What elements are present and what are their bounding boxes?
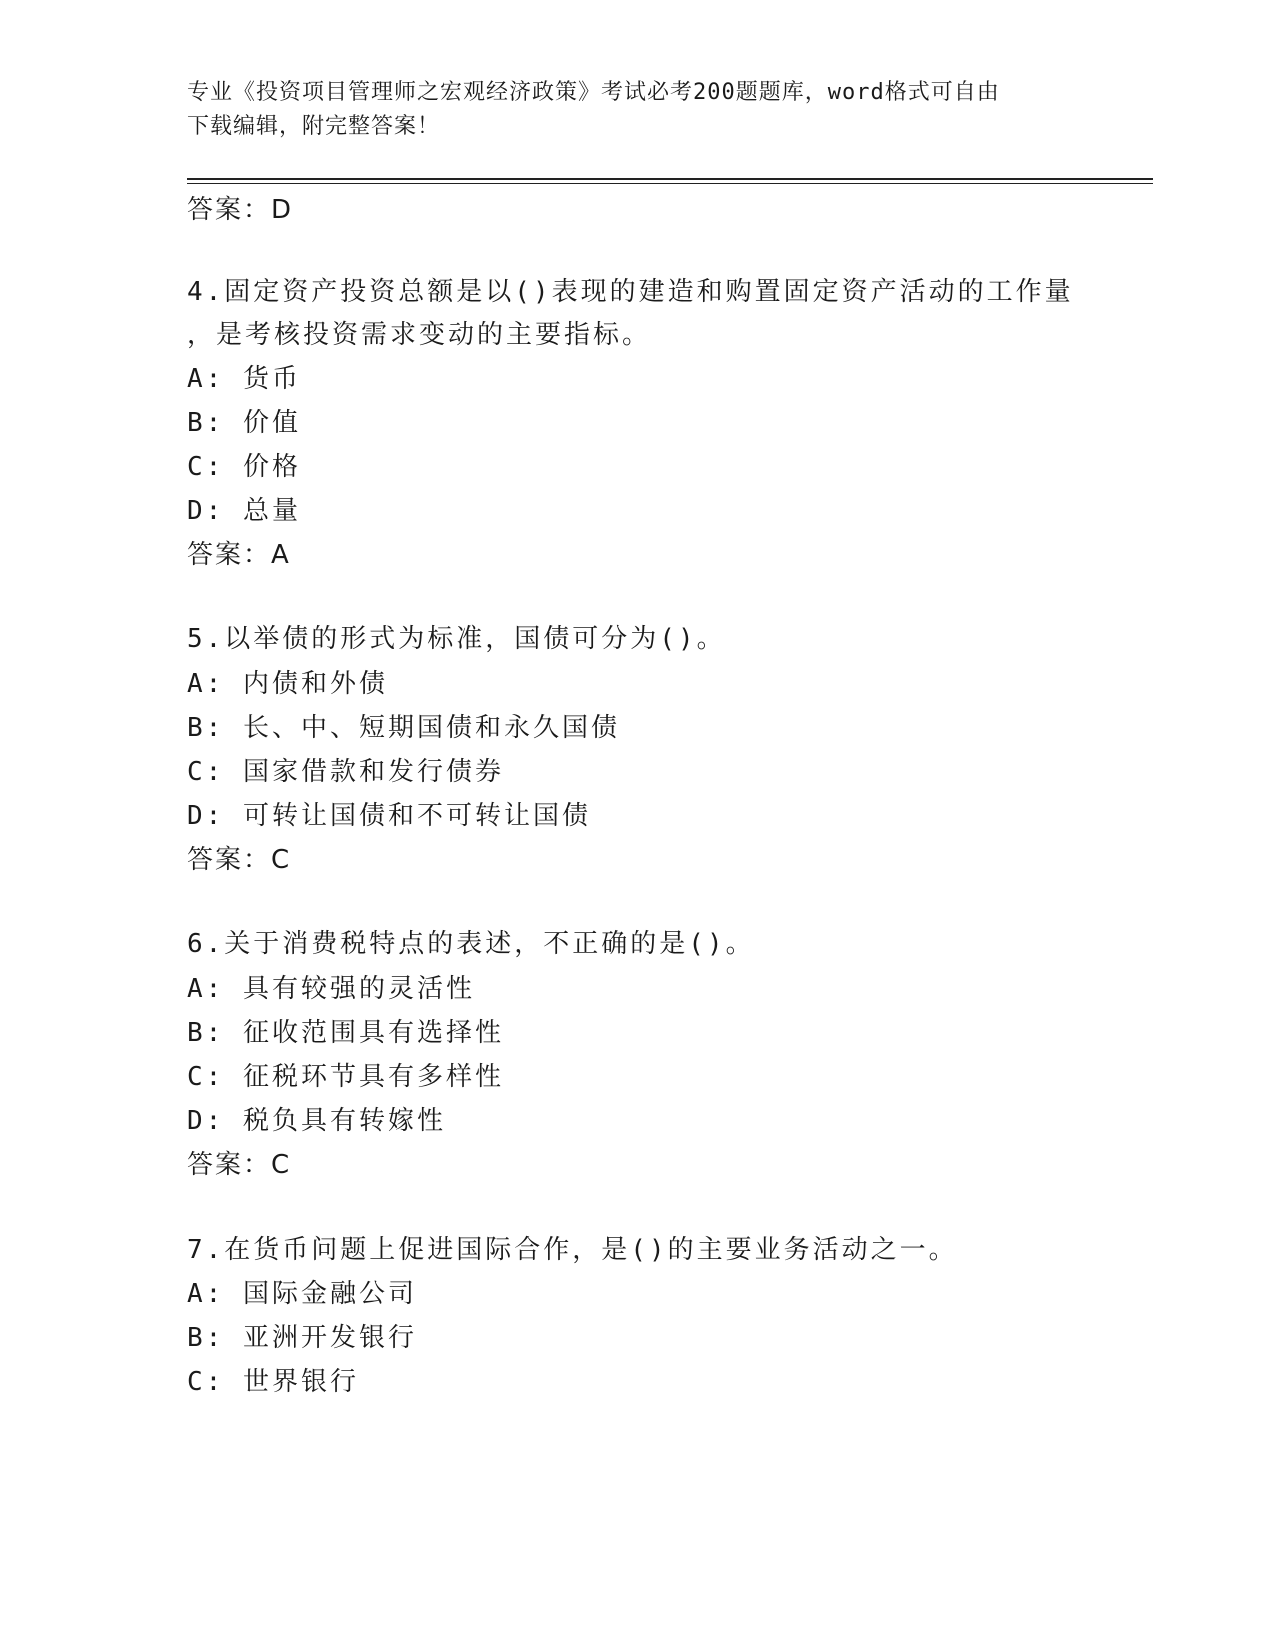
question-5-option-a: A: 内债和外债 [187, 669, 388, 699]
question-4-option-b: B: 价值 [187, 408, 301, 438]
header-line-1: 专业《投资项目管理师之宏观经济政策》考试必考200题题库，word格式可自由 [187, 80, 1000, 105]
question-4-option-a: A: 货币 [187, 364, 301, 394]
question-4-option-d: D: 总量 [187, 496, 301, 526]
question-7-option-a: A: 国际金融公司 [187, 1279, 417, 1309]
question-7-stem: 7.在货币问题上促进国际合作，是()的主要业务活动之一。 [187, 1235, 958, 1265]
header-line-2: 下载编辑，附完整答案！ [187, 114, 441, 139]
question-6-option-a: A: 具有较强的灵活性 [187, 974, 475, 1004]
answer-label: 答案：D [187, 195, 294, 225]
question-5-option-b: B: 长、中、短期国债和永久国债 [187, 713, 620, 743]
question-7-option-c: C: 世界银行 [187, 1367, 359, 1397]
question-6-option-d: D: 税负具有转嫁性 [187, 1106, 446, 1136]
question-6-stem: 6.关于消费税特点的表述，不正确的是()。 [187, 929, 755, 959]
question-4-stem-cont: ，是考核投资需求变动的主要指标。 [187, 320, 652, 350]
question-6-answer: 答案：C [187, 1150, 292, 1180]
question-4-option-c: C: 价格 [187, 452, 301, 482]
question-6-option-b: B: 征收范围具有选择性 [187, 1018, 504, 1048]
question-5-stem: 5.以举债的形式为标准，国债可分为()。 [187, 624, 726, 654]
header-divider [187, 178, 1153, 184]
question-5-answer: 答案：C [187, 845, 292, 875]
question-5-option-d: D: 可转让国债和不可转让国债 [187, 801, 591, 831]
question-5-option-c: C: 国家借款和发行债券 [187, 757, 504, 787]
question-4-stem: 4.固定资产投资总额是以()表现的建造和购置固定资产活动的工作量 [187, 277, 1074, 307]
document-header [187, 76, 1087, 144]
question-6-option-c: C: 征税环节具有多样性 [187, 1062, 504, 1092]
question-4-answer: 答案：A [187, 540, 291, 570]
question-7-option-b: B: 亚洲开发银行 [187, 1323, 417, 1353]
